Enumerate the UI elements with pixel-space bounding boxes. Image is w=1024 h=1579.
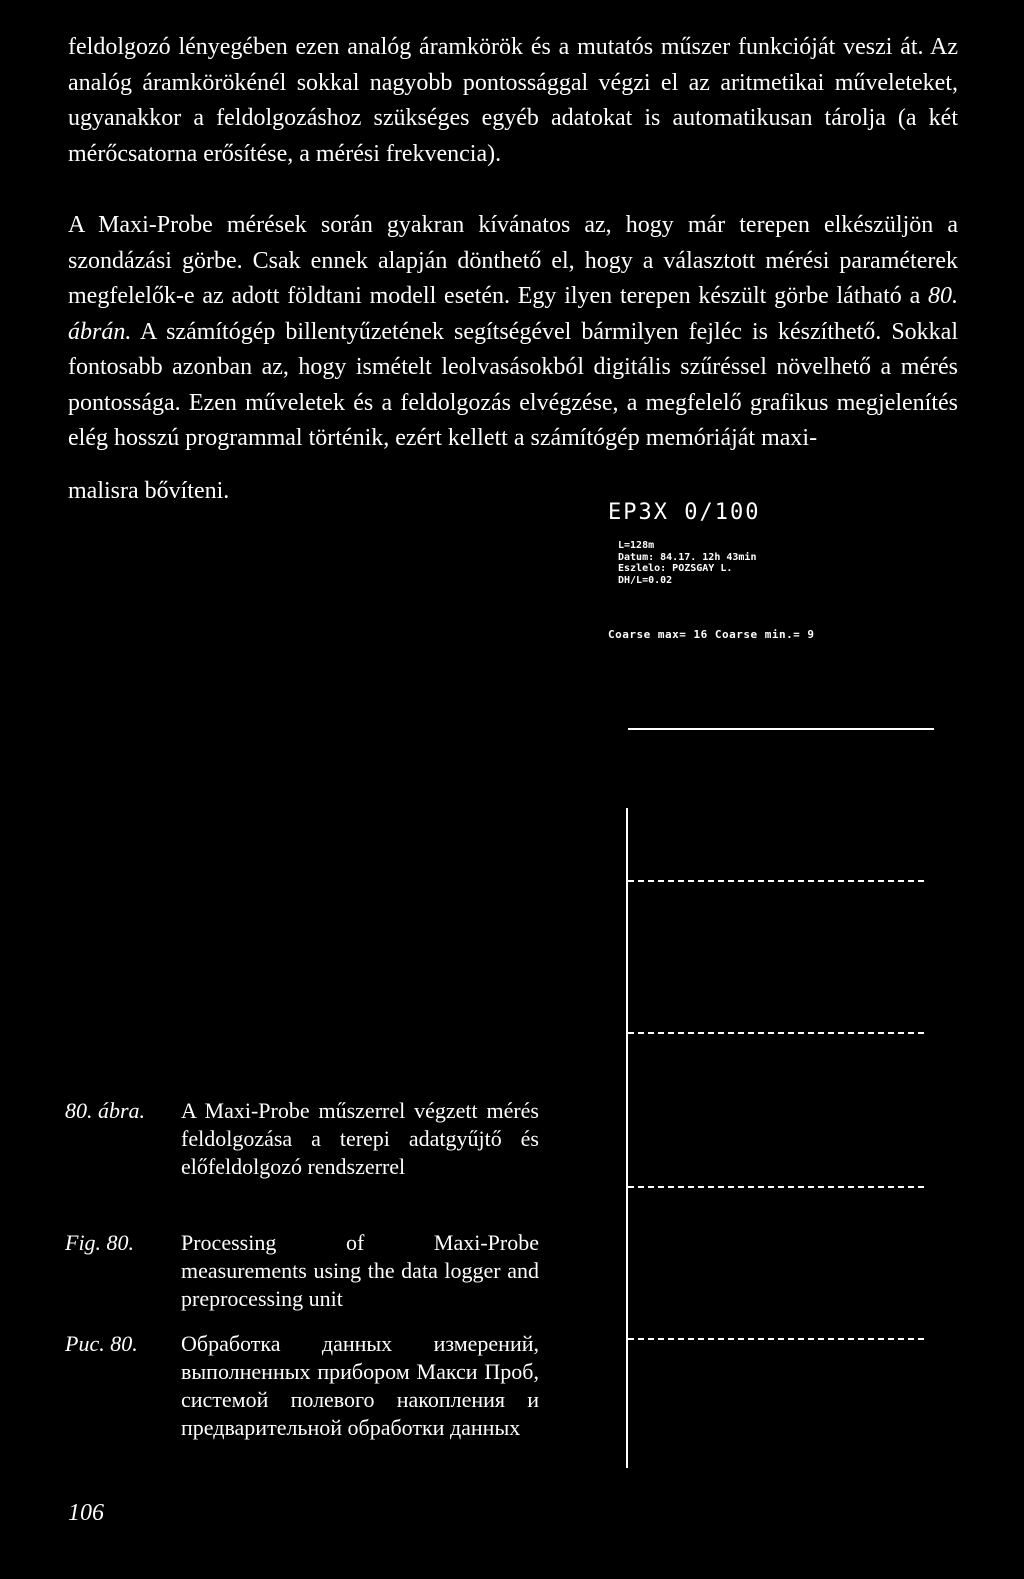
plot-dashed-line	[628, 1338, 924, 1340]
caption-label: 80. ábra.	[65, 1098, 146, 1123]
plot-coarse-values: Coarse max= 16 Coarse min.= 9	[608, 628, 815, 641]
paragraph-2-tail: malisra bővíteni.	[68, 478, 230, 504]
plot-dashed-line	[628, 880, 924, 882]
paragraph-2	[68, 208, 958, 457]
plot-top-line	[628, 728, 934, 730]
plot-meta-line: Datum: 84.17. 12h 43min	[618, 551, 757, 563]
figure-reference: 80. ábrán.	[68, 283, 959, 345]
plot-meta	[618, 540, 756, 586]
caption-label: Fig. 80.	[65, 1230, 135, 1255]
plot-meta-line: Eszlelo: POZSGAY L.	[618, 563, 733, 574]
caption-text: Обработка данных измерений, выполненных прибором Макси Проб, системой полевого накопления и предварительной обработки данных	[181, 1331, 539, 1440]
plot-meta-line: DH/L=0.02	[618, 574, 673, 586]
plot-meta-line: L=128m	[618, 540, 655, 551]
caption-text: A Maxi-Probe műszerrel végzett mérés feldolgozása a terepi adatgyűjtő és előfeldolgozó rendszerrel	[181, 1098, 539, 1179]
paragraph-2-part1: A Maxi-Probe mérések során gyakran kívánatos az, hogy már terepen elkészüljön a szondázási görbe. Csak ennek alapján dönthető el, hogy a választott mérési paraméterek megfelelők-e az adott földtani modell esetén. Egy ilyen terepen készült görbe látható a	[68, 212, 958, 309]
plot-dashed-line	[628, 1032, 924, 1034]
caption-label: Рис. 80.	[65, 1331, 138, 1356]
plot-vertical-axis	[626, 808, 628, 1468]
plot-title: EP3X 0/100	[608, 500, 761, 525]
paragraph-2-part2: A számítógép billentyűzetének segítségével bármilyen fejléc is készíthető. Sokkal fontosabb azonban az, hogy ismételt leolvasásokból digitális szűréssel növelhető a mérés pontossága. Ezen műveletek és a feldolgozás elvégzése, a megfelelő grafikus megjelenítés elég hosszú programmal történik, ezért kellett a számítógép memóriáját maxi-	[68, 318, 958, 451]
page-number: 106	[68, 1500, 104, 1526]
plot-dashed-line	[628, 1186, 924, 1188]
paragraph-1: feldolgozó lényegében ezen analóg áramkörök és a mutatós műszer funkcióját veszi át. Az analóg áramkörökénél sokkal nagyobb pontossággal végzi el az aritmetikai műveleteket, ugyanakkor a feldolgozáshoz szükséges egyéb adatokat is automatikusan tárolja (a két mérőcsatorna erősítése, a mérési frekvencia).	[68, 34, 958, 167]
caption-text: Processing of Maxi-Probe measurements using the data logger and preprocessing unit	[181, 1230, 539, 1311]
